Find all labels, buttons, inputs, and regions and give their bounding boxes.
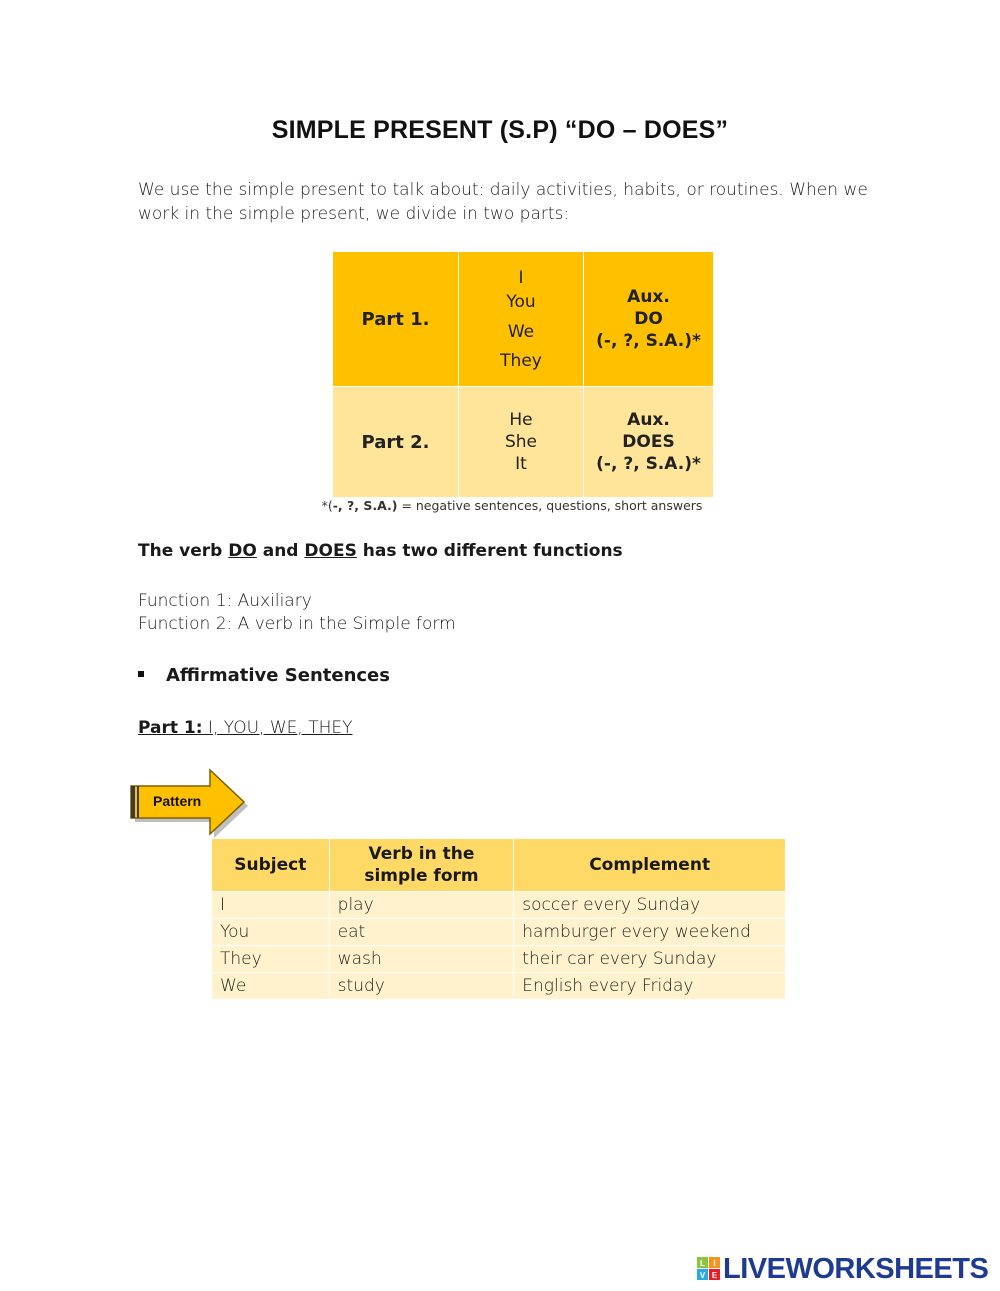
pattern-label: Pattern	[153, 793, 202, 809]
pronoun: They	[500, 350, 542, 371]
pronoun: We	[507, 321, 535, 342]
logo-mark-letter: E	[711, 1271, 718, 1280]
logo-text: LIVEWORKSHEETS	[723, 1253, 989, 1285]
heading-does: DOES	[304, 541, 357, 561]
heading-text: The verb	[138, 541, 229, 561]
affirmative-heading	[138, 665, 390, 686]
parts-row-2	[333, 387, 713, 498]
parts-table	[333, 252, 713, 497]
part2-pronouns	[459, 387, 584, 498]
part2-label: Part 2.	[333, 387, 459, 498]
aux-label: Aux.	[627, 287, 670, 307]
pronoun: I	[518, 267, 524, 288]
table-cell: their car every Sunday	[514, 946, 785, 973]
logo-mark-letter: I	[713, 1259, 716, 1268]
part1-label: Part 1.	[333, 252, 459, 387]
table-cell: soccer every Sunday	[514, 892, 785, 919]
note-text: = negative sentences, questions, short answers	[397, 498, 703, 513]
table-cell: I	[212, 892, 329, 919]
table-cell: They	[212, 946, 329, 973]
table-cell: eat	[329, 919, 514, 946]
table-row	[212, 973, 785, 1000]
table-cell: study	[329, 973, 514, 1000]
note-symbols: -, ?, S.A.)	[332, 498, 398, 513]
part1-line-label: Part 1:	[138, 718, 203, 738]
logo-mark-letter: V	[699, 1271, 706, 1280]
aux-verb: DOES	[622, 432, 675, 452]
pronoun: It	[515, 454, 527, 474]
function-2: Function 2: A verb in the Simple form	[138, 614, 456, 634]
heading-rest: has two different functions	[356, 541, 623, 561]
part1-line-value: I, YOU, WE, THEY	[202, 718, 353, 738]
table-cell: We	[212, 973, 329, 1000]
table-row	[212, 946, 785, 973]
column-header: Verb in the simple form	[329, 839, 514, 892]
table-cell: You	[212, 919, 329, 946]
aux-forms: (-, ?, S.A.)*	[596, 331, 701, 351]
heading-and: and	[256, 541, 305, 561]
part2-aux	[584, 387, 714, 498]
aux-verb: DO	[634, 309, 663, 329]
logo-mark-letter: L	[700, 1259, 705, 1268]
table-header-row	[212, 839, 785, 892]
note-prefix: *(	[321, 498, 333, 513]
column-header: Complement	[514, 839, 785, 892]
function-1: Function 1: Auxiliary	[138, 591, 312, 611]
affirmative-label: Affirmative Sentences	[166, 665, 390, 686]
table-cell: wash	[329, 946, 514, 973]
part1-aux	[584, 252, 714, 387]
part1-line	[138, 718, 353, 738]
parts-row-1	[333, 252, 713, 387]
part1-pronouns	[459, 252, 584, 387]
verb-functions-heading	[138, 541, 623, 561]
table-cell: play	[329, 892, 514, 919]
pronoun: She	[504, 432, 538, 452]
pronoun: He	[509, 410, 533, 430]
table-row	[212, 919, 785, 946]
column-header: Subject	[212, 839, 329, 892]
intro-paragraph: We use the simple present to talk about: daily activities, habits, or routines. When we work in the simple present, we divide in two parts:	[138, 180, 868, 224]
pronoun: You	[506, 291, 536, 312]
table-row	[212, 892, 785, 919]
page-title: SIMPLE PRESENT (S.P) “DO – DOES”	[271, 116, 729, 144]
table-footnote	[0, 498, 1000, 513]
pattern-table	[212, 839, 785, 1000]
heading-do: DO	[228, 541, 257, 561]
table-cell: English every Friday	[514, 973, 785, 1000]
bullet-icon	[138, 671, 144, 677]
logo-mark-icon	[697, 1257, 721, 1281]
table-cell: hamburger every weekend	[514, 919, 785, 946]
aux-forms: (-, ?, S.A.)*	[596, 454, 701, 474]
aux-label: Aux.	[627, 410, 670, 430]
